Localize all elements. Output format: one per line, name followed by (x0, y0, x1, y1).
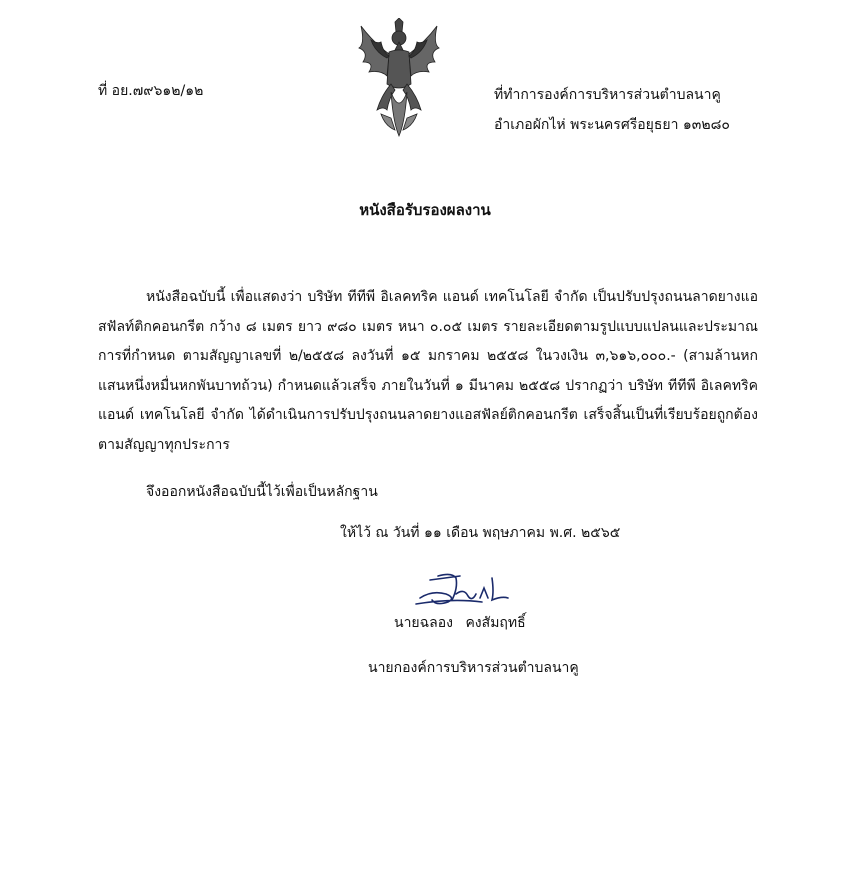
body-paragraph: หนังสือฉบับนี้ เพื่อแสดงว่า บริษัท ทีทีพี อิเลคทริค แอนด์ เทคโนโลยี จำกัด เป็นปรับปรุงถนนลาดยางแอสฟัลท์ติกคอนกรีต กว้าง ๘ เมตร ยาว ๙๘๐ เมตร หนา ๐.๐๕ เมตร รายละเอียดตามรูปแบบแปลนและประมาณการที่กำหนด ตามสัญญาเลขที่ ๒/๒๕๕๘ ลงวันที่ ๑๕ มกราคม ๒๕๕๘ ในวงเงิน ๓,๖๑๖,๐๐๐.- (สามล้านหกแสนหนึ่งหมื่นหกพันบาทถ้วน) กำหนดแล้วเสร็จ ภายในวันที่ ๑ มีนาคม ๒๕๕๘ ปรากฏว่า บริษัท ทีทีพี อิเลคทริค แอนด์ เทคโนโลยี จำกัด ได้ดำเนินการปรับปรุงถนนลาดยางแอสฟัลย์ติกคอนกรีต เสร็จสิ้นเป็นที่เรียบร้อยถูกต้องตามสัญญาทุกประการ (98, 289, 758, 453)
issuing-office-address (494, 80, 730, 140)
signer-title: นายกองค์การบริหารส่วนตำบลนาคู (368, 660, 579, 676)
reference-number: ที่ อย.๗๙๖๑๒/๑๒ (98, 83, 204, 99)
signer-name: นายฉลอง คงสัมฤทธิ์ (394, 615, 526, 631)
office-district: อำเภอผักไห่ พระนครศรีอยุธยา ๑๓๒๘๐ (494, 117, 730, 133)
handwritten-signature-icon (412, 568, 522, 608)
closing-statement: จึงออกหนังสือฉบับนี้ไว้เพื่อเป็นหลักฐาน (146, 484, 378, 500)
body-text (98, 283, 758, 460)
issue-date: ให้ไว้ ณ วันที่ ๑๑ เดือน พฤษภาคม พ.ศ. ๒๕๖๕ (340, 525, 621, 541)
office-name: ที่ทำการองค์การบริหารส่วนตำบลนาคู (494, 87, 721, 103)
garuda-emblem-icon (355, 18, 443, 138)
document-title: หนังสือรับรองผลงาน (359, 201, 491, 219)
